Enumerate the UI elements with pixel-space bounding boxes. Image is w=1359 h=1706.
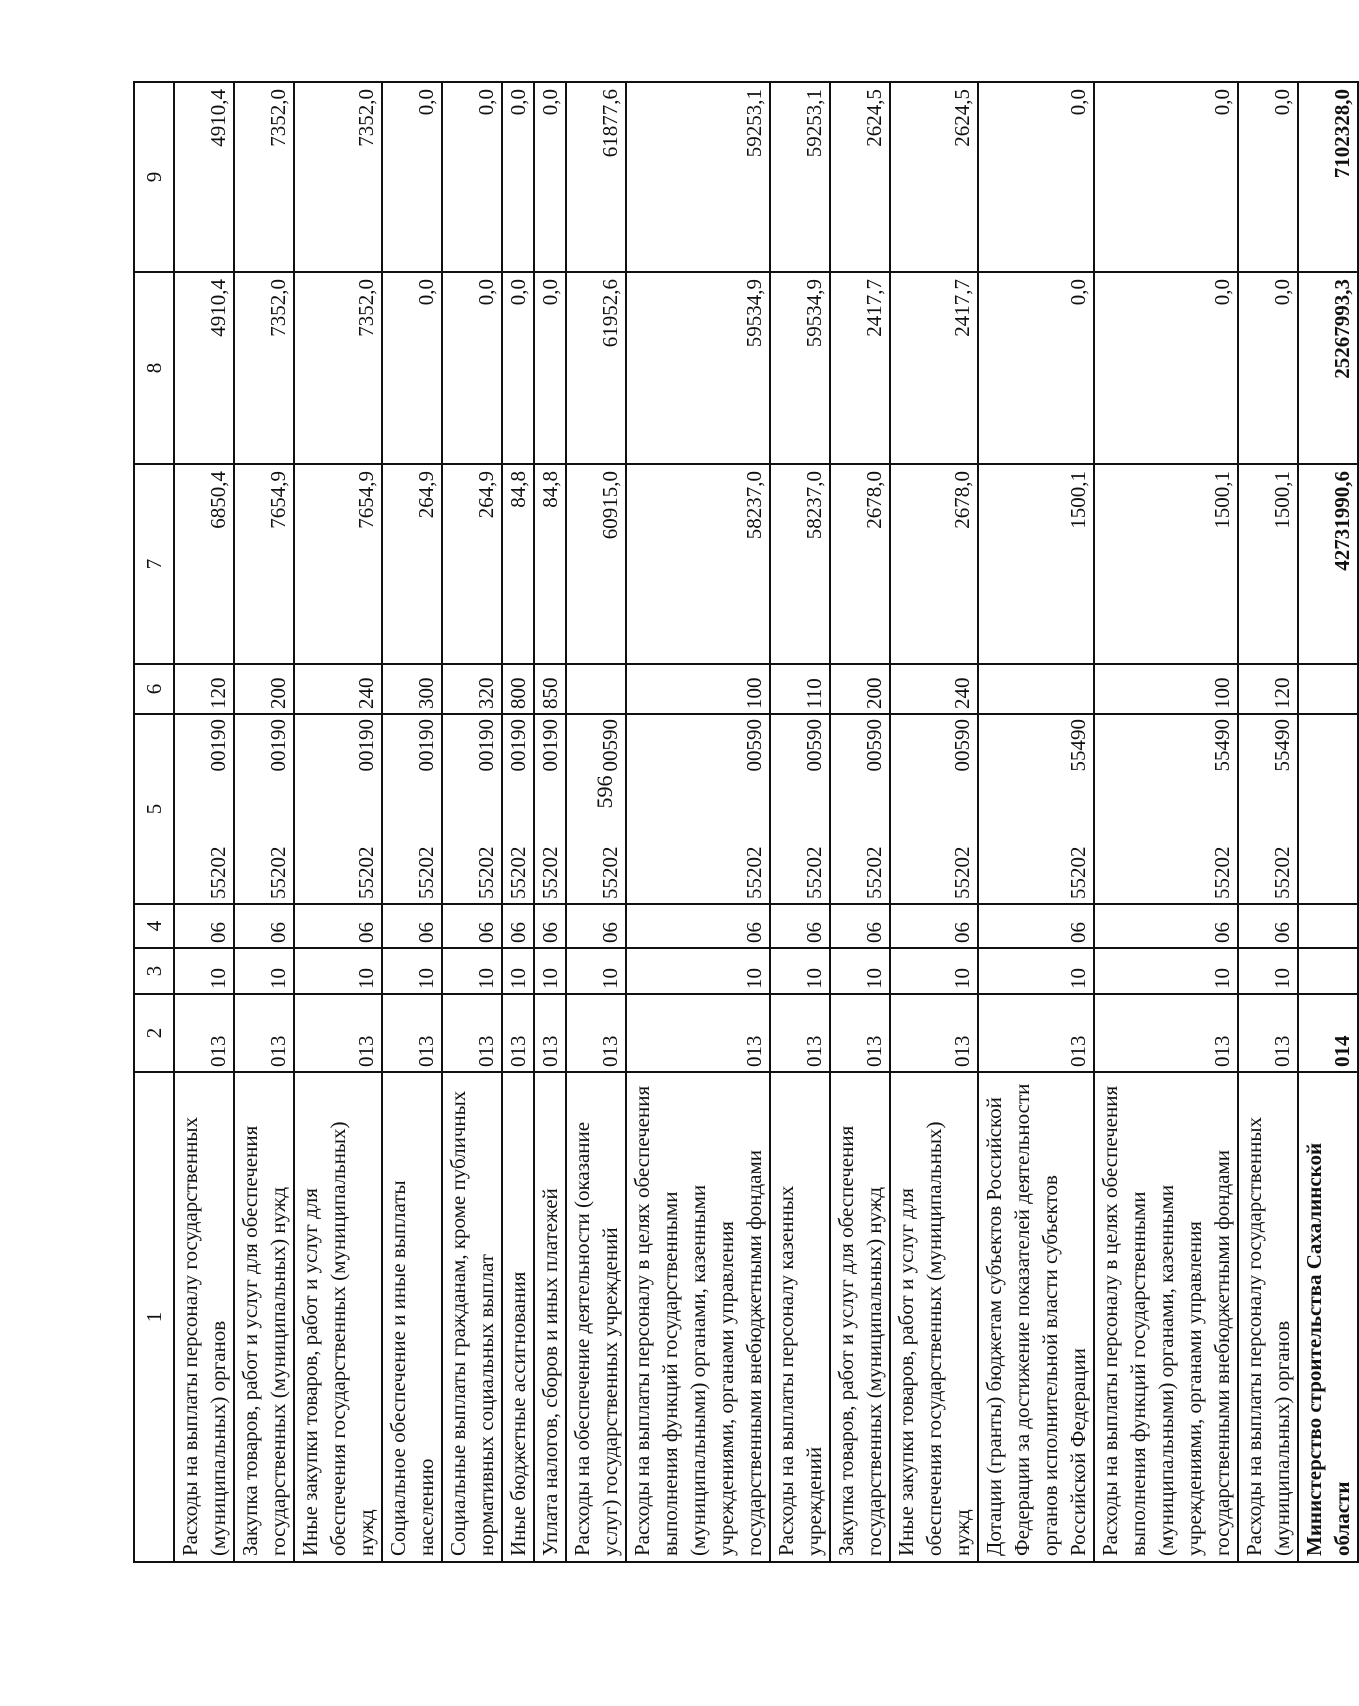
target-article-cell <box>770 714 830 904</box>
amount-year3-cell: 4910,4 <box>174 82 234 272</box>
amount-year3-cell: 0,0 <box>1238 82 1298 272</box>
header-cell: 9 <box>134 82 174 272</box>
target-article-program-code: 55202 <box>354 846 378 899</box>
ministry-code-cell: 013 <box>174 994 234 1072</box>
amount-year2-cell: 0,0 <box>382 272 442 464</box>
expense-type-cell: 100 <box>626 664 770 714</box>
header-cell: 4 <box>134 904 174 948</box>
row-name-cell: Иные закупки товаров, работ и услуг для обеспечения государственных (муниципальных) нужд <box>294 1072 382 1562</box>
target-article-cell <box>534 714 566 904</box>
table-row <box>890 82 978 1562</box>
row-name-cell: Расходы на выплаты персоналу в целях обеспечения выполнения функций государственными (муниципальными) органами, казенными учреждениями, органами управления государственными внебюджетными фондами <box>1094 1072 1238 1562</box>
section-code-cell: 10 <box>294 948 382 994</box>
header-row <box>134 82 174 1562</box>
header-cell: 7 <box>134 464 174 664</box>
amount-year3-cell: 59253,1 <box>626 82 770 272</box>
row-name-cell: Закупка товаров, работ и услуг для обеспечения государственных (муниципальных) нужд <box>234 1072 294 1562</box>
amount-year1-cell: 7654,9 <box>234 464 294 664</box>
row-name-cell: Расходы на выплаты персоналу государственных (муниципальных) органов <box>174 1072 234 1562</box>
budget-table <box>133 81 1359 1563</box>
target-article-cell <box>1298 714 1358 904</box>
ministry-code-cell: 013 <box>442 994 502 1072</box>
row-name-cell: Социальные выплаты гражданам, кроме публичных нормативных социальных выплат <box>442 1072 502 1562</box>
ministry-code-cell: 014 <box>1298 994 1358 1072</box>
amount-year1-cell: 1500,1 <box>1238 464 1298 664</box>
target-article-direction-code: 55490 <box>1210 719 1234 772</box>
subsection-code-cell: 06 <box>1094 904 1238 948</box>
row-name-cell: Расходы на выплаты персоналу государственных (муниципальных) органов <box>1238 1072 1298 1562</box>
header-cell: 8 <box>134 272 174 464</box>
expense-type-cell: 320 <box>442 664 502 714</box>
table-row <box>294 82 382 1562</box>
target-article-direction-code: 00590 <box>742 719 766 772</box>
amount-year2-cell: 7352,0 <box>234 272 294 464</box>
section-code-cell <box>1298 948 1358 994</box>
section-code-cell: 10 <box>1094 948 1238 994</box>
amount-year2-cell: 2417,7 <box>890 272 978 464</box>
amount-year2-cell: 25267993,3 <box>1298 272 1358 464</box>
target-article-program-code: 55202 <box>1066 846 1090 899</box>
page-number: 596 <box>592 775 617 809</box>
section-code-cell: 10 <box>830 948 890 994</box>
amount-year1-cell: 58237,0 <box>770 464 830 664</box>
amount-year1-cell: 264,9 <box>442 464 502 664</box>
expense-type-cell: 110 <box>770 664 830 714</box>
ministry-code-cell: 013 <box>234 994 294 1072</box>
subsection-code-cell: 06 <box>566 904 626 948</box>
subsection-code-cell: 06 <box>534 904 566 948</box>
target-article-direction-code: 00190 <box>414 719 438 772</box>
target-article-program-code: 55202 <box>206 846 230 899</box>
amount-year1-cell: 60915,0 <box>566 464 626 664</box>
subsection-code-cell: 06 <box>174 904 234 948</box>
row-name-cell: Закупка товаров, работ и услуг для обеспечения государственных (муниципальных) нужд <box>830 1072 890 1562</box>
row-name-cell: Социальное обеспечение и иные выплаты населению <box>382 1072 442 1562</box>
expense-type-cell: 100 <box>1094 664 1238 714</box>
ministry-code-cell: 013 <box>1238 994 1298 1072</box>
target-article-direction-code: 00190 <box>266 719 290 772</box>
subsection-code-cell <box>1298 904 1358 948</box>
target-article-cell <box>294 714 382 904</box>
row-name-cell: Расходы на выплаты персоналу в целях обеспечения выполнения функций государственными (муниципальными) органами, казенными учреждениями, органами управления государственными внебюджетными фондами <box>626 1072 770 1562</box>
expense-type-cell: 200 <box>830 664 890 714</box>
row-name-cell: Расходы на выплаты персоналу казенных учреждений <box>770 1072 830 1562</box>
row-name-cell: Иные бюджетные ассигнования <box>502 1072 534 1562</box>
table-row <box>1298 82 1358 1562</box>
section-code-cell: 10 <box>626 948 770 994</box>
amount-year2-cell: 4910,4 <box>174 272 234 464</box>
section-code-cell: 10 <box>770 948 830 994</box>
amount-year3-cell: 0,0 <box>442 82 502 272</box>
subsection-code-cell: 06 <box>1238 904 1298 948</box>
expense-type-cell: 850 <box>534 664 566 714</box>
amount-year1-cell: 58237,0 <box>626 464 770 664</box>
amount-year3-cell: 7352,0 <box>294 82 382 272</box>
amount-year1-cell: 1500,1 <box>978 464 1094 664</box>
table-row <box>770 82 830 1562</box>
target-article-cell <box>830 714 890 904</box>
table-row <box>502 82 534 1562</box>
header-cell: 1 <box>134 1072 174 1562</box>
expense-type-cell <box>1298 664 1358 714</box>
section-code-cell: 10 <box>234 948 294 994</box>
header-cell: 5 <box>134 714 174 904</box>
amount-year1-cell: 2678,0 <box>890 464 978 664</box>
subsection-code-cell: 06 <box>234 904 294 948</box>
target-article-direction-code: 55490 <box>1066 719 1090 772</box>
expense-type-cell: 240 <box>890 664 978 714</box>
subsection-code-cell: 06 <box>770 904 830 948</box>
subsection-code-cell: 06 <box>442 904 502 948</box>
ministry-code-cell: 013 <box>1094 994 1238 1072</box>
section-code-cell: 10 <box>442 948 502 994</box>
amount-year3-cell: 0,0 <box>502 82 534 272</box>
header-cell: 3 <box>134 948 174 994</box>
header-cell: 2 <box>134 994 174 1072</box>
target-article-cell <box>1238 714 1298 904</box>
table-row <box>830 82 890 1562</box>
target-article-cell <box>978 714 1094 904</box>
section-code-cell: 10 <box>1238 948 1298 994</box>
amount-year1-cell: 7654,9 <box>294 464 382 664</box>
amount-year1-cell: 264,9 <box>382 464 442 664</box>
target-article-cell <box>442 714 502 904</box>
target-article-direction-code: 00190 <box>506 719 530 772</box>
ministry-code-cell: 013 <box>382 994 442 1072</box>
amount-year2-cell: 59534,9 <box>770 272 830 464</box>
amount-year2-cell: 0,0 <box>442 272 502 464</box>
expense-type-cell <box>566 664 626 714</box>
header-cell: 6 <box>134 664 174 714</box>
amount-year1-cell: 1500,1 <box>1094 464 1238 664</box>
target-article-direction-code: 00590 <box>862 719 886 772</box>
section-code-cell: 10 <box>566 948 626 994</box>
amount-year3-cell: 2624,5 <box>890 82 978 272</box>
expense-type-cell: 120 <box>174 664 234 714</box>
ministry-code-cell: 013 <box>770 994 830 1072</box>
expense-type-cell <box>978 664 1094 714</box>
target-article-direction-code: 00590 <box>598 719 622 772</box>
expense-type-cell: 120 <box>1238 664 1298 714</box>
expense-type-cell: 240 <box>294 664 382 714</box>
target-article-direction-code: 00190 <box>206 719 230 772</box>
target-article-cell <box>1094 714 1238 904</box>
amount-year3-cell: 61877,6 <box>566 82 626 272</box>
section-code-cell: 10 <box>978 948 1094 994</box>
target-article-direction-code: 00190 <box>538 719 562 772</box>
target-article-program-code: 55202 <box>1270 846 1294 899</box>
target-article-direction-code: 00190 <box>474 719 498 772</box>
amount-year3-cell: 7352,0 <box>234 82 294 272</box>
expense-type-cell: 200 <box>234 664 294 714</box>
amount-year1-cell: 84,8 <box>534 464 566 664</box>
subsection-code-cell: 06 <box>830 904 890 948</box>
amount-year2-cell: 0,0 <box>1094 272 1238 464</box>
amount-year3-cell: 0,0 <box>382 82 442 272</box>
target-article-program-code: 55202 <box>538 846 562 899</box>
subsection-code-cell: 06 <box>502 904 534 948</box>
section-code-cell: 10 <box>502 948 534 994</box>
amount-year2-cell: 0,0 <box>978 272 1094 464</box>
target-article-direction-code: 00590 <box>802 719 826 772</box>
amount-year1-cell: 84,8 <box>502 464 534 664</box>
amount-year3-cell: 7102328,0 <box>1298 82 1358 272</box>
amount-year3-cell: 59253,1 <box>770 82 830 272</box>
amount-year2-cell: 59534,9 <box>626 272 770 464</box>
table-row <box>566 82 626 1562</box>
subsection-code-cell: 06 <box>978 904 1094 948</box>
subsection-code-cell: 06 <box>294 904 382 948</box>
amount-year3-cell: 0,0 <box>978 82 1094 272</box>
row-name-cell: Министерство строительства Сахалинской области <box>1298 1072 1358 1562</box>
ministry-code-cell: 013 <box>502 994 534 1072</box>
subsection-code-cell: 06 <box>890 904 978 948</box>
amount-year1-cell: 6850,4 <box>174 464 234 664</box>
target-article-program-code: 55202 <box>1210 846 1234 899</box>
ministry-code-cell: 013 <box>978 994 1094 1072</box>
amount-year3-cell: 2624,5 <box>830 82 890 272</box>
target-article-program-code: 55202 <box>802 846 826 899</box>
target-article-program-code: 55202 <box>474 846 498 899</box>
target-article-direction-code: 55490 <box>1270 719 1294 772</box>
amount-year2-cell: 0,0 <box>1238 272 1298 464</box>
ministry-code-cell: 013 <box>890 994 978 1072</box>
amount-year3-cell: 0,0 <box>534 82 566 272</box>
target-article-cell <box>502 714 534 904</box>
section-code-cell: 10 <box>382 948 442 994</box>
row-name-cell: Расходы на обеспечение деятельности (оказание услуг) государственных учреждений <box>566 1072 626 1562</box>
table-row <box>978 82 1094 1562</box>
subsection-code-cell: 06 <box>382 904 442 948</box>
subsection-code-cell: 06 <box>626 904 770 948</box>
target-article-program-code: 55202 <box>506 846 530 899</box>
target-article-program-code: 55202 <box>862 846 886 899</box>
budget-table-rotated <box>133 83 1354 1563</box>
target-article-program-code: 55202 <box>950 846 974 899</box>
ministry-code-cell: 013 <box>294 994 382 1072</box>
row-name-cell: Иные закупки товаров, работ и услуг для обеспечения государственных (муниципальных) нужд <box>890 1072 978 1562</box>
target-article-cell <box>234 714 294 904</box>
amount-year1-cell: 2678,0 <box>830 464 890 664</box>
section-code-cell: 10 <box>534 948 566 994</box>
row-name-cell: Уплата налогов, сборов и иных платежей <box>534 1072 566 1562</box>
target-article-program-code: 55202 <box>742 846 766 899</box>
table-row <box>1094 82 1238 1562</box>
amount-year3-cell: 0,0 <box>1094 82 1238 272</box>
target-article-direction-code: 00590 <box>950 719 974 772</box>
section-code-cell: 10 <box>174 948 234 994</box>
table-row <box>234 82 294 1562</box>
table-row <box>534 82 566 1562</box>
target-article-program-code: 55202 <box>598 846 622 899</box>
target-article-direction-code: 00190 <box>354 719 378 772</box>
amount-year2-cell: 7352,0 <box>294 272 382 464</box>
target-article-cell <box>890 714 978 904</box>
ministry-code-cell: 013 <box>534 994 566 1072</box>
expense-type-cell: 300 <box>382 664 442 714</box>
table-row <box>174 82 234 1562</box>
amount-year2-cell: 61952,6 <box>566 272 626 464</box>
target-article-cell <box>382 714 442 904</box>
ministry-code-cell: 013 <box>830 994 890 1072</box>
target-article-cell <box>174 714 234 904</box>
amount-year2-cell: 2417,7 <box>830 272 890 464</box>
target-article-program-code: 55202 <box>414 846 438 899</box>
section-code-cell: 10 <box>890 948 978 994</box>
table-row <box>626 82 770 1562</box>
target-article-cell <box>566 714 626 904</box>
table-row <box>442 82 502 1562</box>
table-row <box>1238 82 1298 1562</box>
row-name-cell: Дотации (гранты) бюджетам субъектов Российской Федерации за достижение показателей деятельности органов исполнительной власти субъектов Российской Федерации <box>978 1072 1094 1562</box>
amount-year2-cell: 0,0 <box>502 272 534 464</box>
ministry-code-cell: 013 <box>566 994 626 1072</box>
table-body <box>174 82 1358 1562</box>
table-row <box>382 82 442 1562</box>
expense-type-cell: 800 <box>502 664 534 714</box>
amount-year2-cell: 0,0 <box>534 272 566 464</box>
target-article-cell <box>626 714 770 904</box>
amount-year1-cell: 42731990,6 <box>1298 464 1358 664</box>
ministry-code-cell: 013 <box>626 994 770 1072</box>
target-article-program-code: 55202 <box>266 846 290 899</box>
